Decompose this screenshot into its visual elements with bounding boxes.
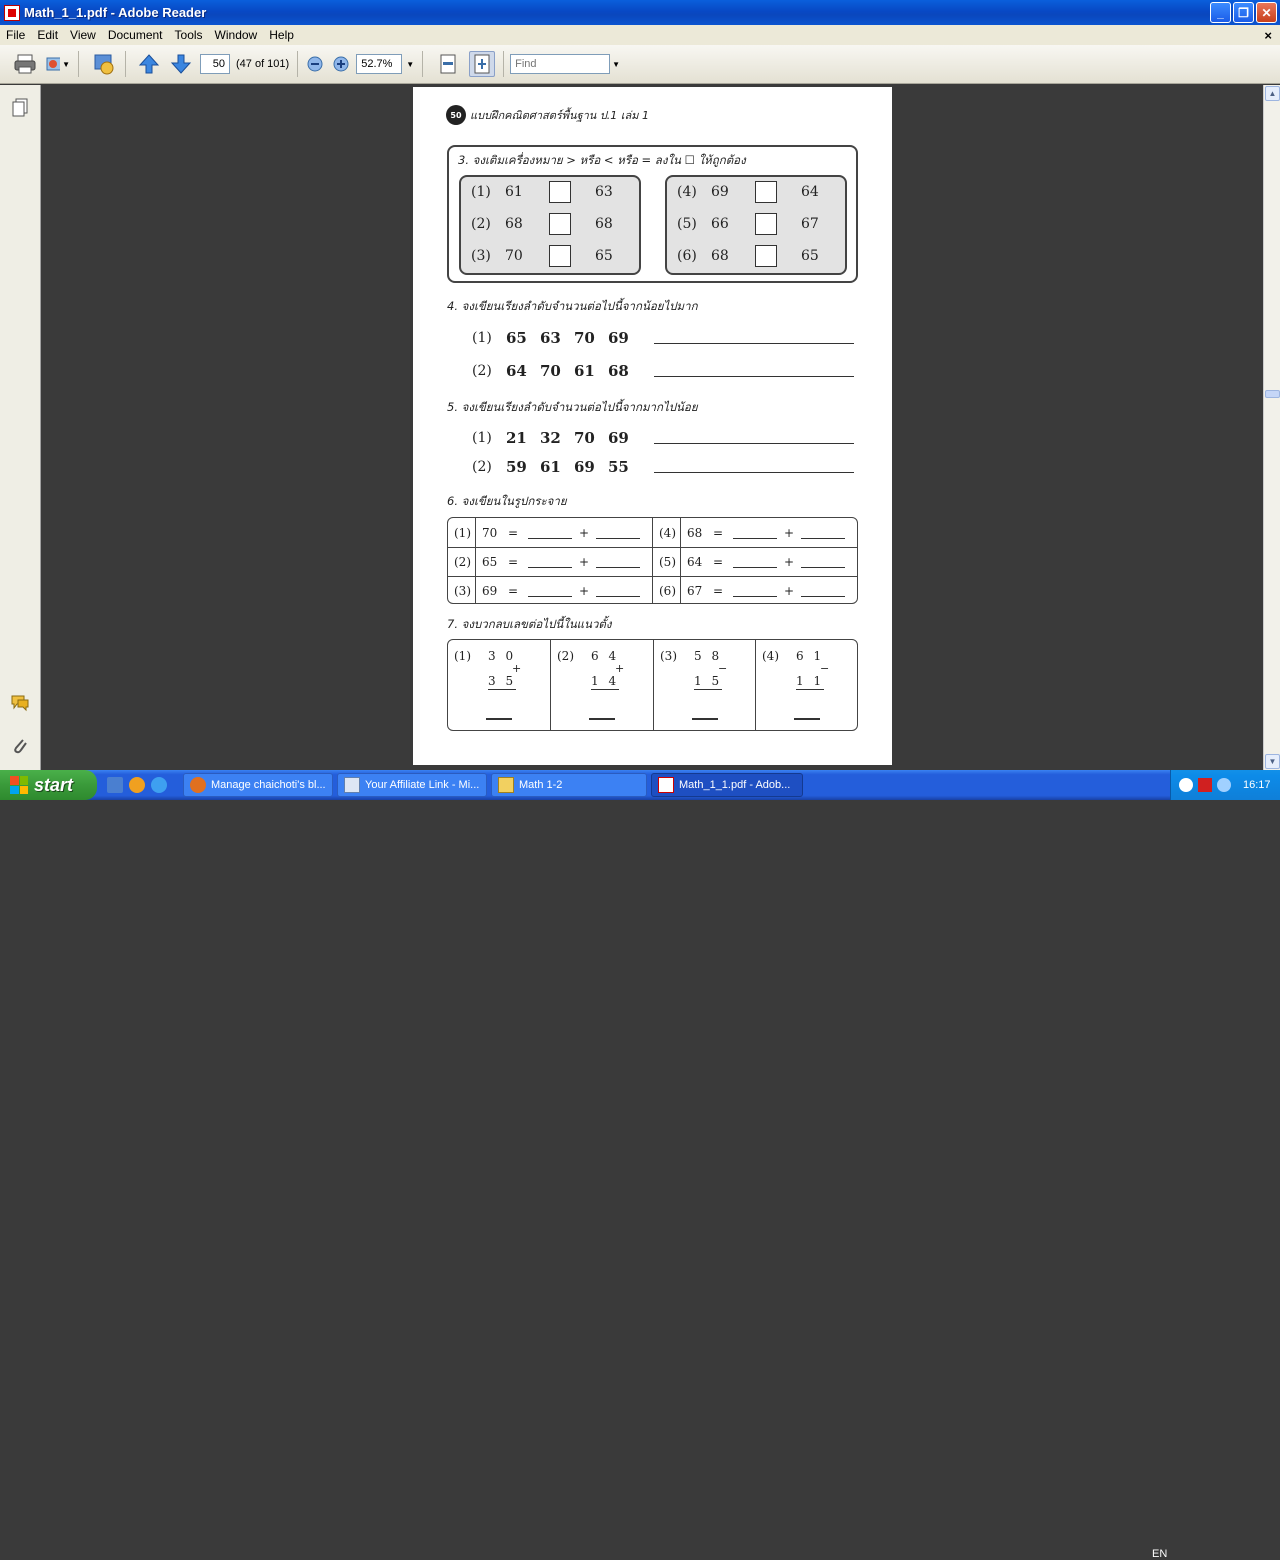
plus-sign: + — [578, 584, 590, 598]
title-bar — [0, 0, 1280, 25]
question-3-right-box — [665, 175, 847, 275]
taskbar-item-affiliate[interactable] — [337, 773, 487, 797]
number: 70 — [482, 525, 498, 540]
next-page-icon[interactable] — [168, 51, 194, 77]
scroll-thumb[interactable] — [1265, 390, 1280, 398]
menu-view[interactable]: View — [70, 28, 96, 42]
clock[interactable]: 16:17 — [1243, 779, 1271, 791]
number: 61 — [540, 458, 561, 476]
vertical-math-cell — [755, 640, 858, 731]
language-indicator[interactable]: EN — [1152, 1548, 1168, 1560]
task-label: Your Affiliate Link - Mi... — [365, 779, 480, 791]
answer-line — [801, 527, 845, 539]
number: 67 — [687, 584, 703, 598]
left-number: 68 — [505, 216, 523, 232]
pages-icon[interactable] — [9, 97, 31, 119]
number: 21 — [506, 429, 527, 447]
network-tray-icon[interactable] — [1217, 778, 1231, 792]
bottom-number: 3 5 — [488, 674, 517, 688]
tray-arrow-icon[interactable] — [1179, 778, 1193, 792]
expand-cell — [448, 576, 652, 604]
compare-row — [471, 180, 625, 204]
question-7-table — [447, 639, 858, 731]
number: 68 — [608, 362, 629, 380]
toolbar-separator — [503, 51, 504, 77]
vertical-math-cell — [653, 640, 756, 731]
messenger-icon[interactable] — [129, 777, 145, 793]
right-number: 65 — [595, 248, 613, 264]
comments-icon[interactable] — [9, 692, 31, 714]
minimize-button[interactable]: _ — [1210, 2, 1231, 23]
answer-line — [654, 365, 854, 377]
number: 63 — [540, 329, 561, 347]
number: 69 — [574, 458, 595, 476]
item-index: (1) — [448, 518, 476, 547]
expand-cell — [653, 518, 845, 547]
compare-row — [471, 212, 625, 236]
number: 64 — [506, 362, 527, 380]
bottom-number: 1 1 — [796, 674, 825, 688]
menu-document[interactable]: Document — [107, 28, 163, 42]
answer-box — [549, 245, 571, 267]
answer-box — [755, 181, 777, 203]
top-number: 5 8 — [694, 649, 723, 663]
number: 70 — [574, 429, 595, 447]
sequence-row — [472, 329, 854, 347]
answer-line — [596, 527, 640, 539]
equals-sign: = — [713, 584, 724, 598]
plus-sign: + — [578, 555, 590, 569]
sequence-row — [472, 362, 854, 380]
question-3-frame — [447, 145, 858, 283]
organizer-icon[interactable] — [91, 51, 117, 77]
question-5-title: 5. จงเขียนเรียงลำดับจำนวนต่อไปนี้จากมากไปน้อย — [447, 400, 698, 414]
operator-sign: + — [615, 662, 625, 675]
answer-line — [733, 527, 777, 539]
left-number: 61 — [505, 184, 523, 200]
number: 59 — [506, 458, 527, 476]
answer-line — [794, 718, 820, 720]
expand-cell — [448, 518, 640, 547]
vertical-math-cell — [448, 640, 551, 731]
number: 61 — [574, 362, 595, 380]
compare-row — [677, 244, 831, 268]
answer-line — [801, 585, 845, 597]
item-index: (2) — [557, 649, 574, 663]
question-6-title: 6. จงเขียนในรูปกระจาย — [447, 494, 567, 508]
sequence-row — [472, 458, 854, 476]
menu-window[interactable]: Window — [214, 28, 258, 42]
item-index: (6) — [677, 248, 697, 264]
menu-file[interactable]: File — [6, 28, 26, 42]
bottom-number: 1 5 — [694, 674, 723, 688]
toolbar — [0, 45, 1280, 84]
page-number-badge: 50 — [446, 105, 466, 125]
item-index: (1) — [471, 184, 491, 200]
page-number-input[interactable]: 50 — [200, 54, 230, 74]
windows-flag-icon — [10, 776, 28, 794]
right-number: 63 — [595, 184, 613, 200]
item-index: (2) — [472, 363, 492, 379]
question-7-title: 7. จงบวกลบเลขต่อไปนี้ในแนวตั้ง — [447, 617, 612, 631]
answer-box — [549, 213, 571, 235]
left-number: 68 — [711, 248, 729, 264]
question-6-table — [447, 517, 858, 604]
right-number: 64 — [801, 184, 819, 200]
find-input[interactable] — [510, 54, 610, 74]
top-number: 3 0 — [488, 649, 517, 663]
answer-line — [654, 332, 854, 344]
item-index: (3) — [660, 649, 677, 663]
firefox-icon — [190, 777, 206, 793]
operator-sign: − — [820, 662, 830, 675]
page-count: (47 of 101) — [236, 58, 290, 70]
previous-page-icon[interactable] — [136, 51, 162, 77]
task-label: Math_1_1.pdf - Adob... — [679, 779, 791, 791]
taskbar — [0, 770, 1280, 1560]
quick-launch — [107, 777, 167, 793]
start-label: start — [34, 774, 74, 795]
plus-sign: + — [783, 584, 795, 598]
menu-tools[interactable]: Tools — [174, 28, 203, 42]
scroll-up-icon[interactable]: ▲ — [1265, 86, 1280, 101]
zoom-dropdown-icon[interactable]: ▼ — [406, 59, 415, 69]
item-index: (5) — [677, 216, 697, 232]
folder-icon — [498, 777, 514, 793]
left-number: 66 — [711, 216, 729, 232]
item-index: (4) — [762, 649, 779, 663]
number: 32 — [540, 429, 561, 447]
vertical-math-cell — [550, 640, 653, 731]
answer-line — [528, 585, 572, 597]
equals-sign: = — [508, 555, 519, 569]
item-index: (4) — [677, 184, 697, 200]
maximize-button[interactable]: ❐ — [1233, 2, 1254, 23]
question-4-title: 4. จงเขียนเรียงลำดับจำนวนต่อไปนี้จากน้อยไปมาก — [447, 299, 698, 313]
bottom-number: 1 4 — [591, 674, 620, 688]
answer-box — [755, 213, 777, 235]
item-index: (4) — [653, 518, 681, 547]
find-dropdown-icon[interactable]: ▼ — [612, 59, 621, 69]
compare-row — [677, 212, 831, 236]
answer-line — [654, 432, 854, 444]
left-number: 69 — [711, 184, 729, 200]
question-3-title: 3. จงเติมเครื่องหมาย > หรือ < หรือ = ลงใน ☐ ให้ถูกต้อง — [458, 153, 746, 167]
internet-explorer-icon[interactable] — [151, 777, 167, 793]
toolbar-separator — [297, 51, 298, 77]
toolbar-separator — [125, 51, 126, 77]
number: 65 — [482, 555, 498, 569]
operator-sign: + — [512, 662, 522, 675]
number: 69 — [482, 584, 498, 598]
taskbar-item-folder[interactable] — [491, 773, 647, 797]
taskbar-item-firefox[interactable] — [183, 773, 333, 797]
number: 64 — [687, 555, 703, 569]
number: 55 — [608, 458, 629, 476]
ie-icon — [344, 777, 360, 793]
fit-width-icon[interactable] — [435, 51, 461, 77]
answer-line — [733, 585, 777, 597]
adobe-tray-icon[interactable] — [1198, 778, 1212, 792]
close-button[interactable]: ✕ — [1256, 2, 1277, 23]
number: 70 — [540, 362, 561, 380]
answer-line — [486, 718, 512, 720]
start-button[interactable] — [0, 770, 97, 800]
answer-line — [801, 556, 845, 568]
equals-sign: = — [508, 525, 519, 540]
plus-sign: + — [783, 525, 795, 540]
left-number: 70 — [505, 248, 523, 264]
question-3-left-box — [459, 175, 641, 275]
compare-row — [677, 180, 831, 204]
zoom-in-icon[interactable] — [328, 51, 354, 77]
vertical-scrollbar[interactable] — [1263, 85, 1280, 770]
item-index: (2) — [471, 216, 491, 232]
number: 68 — [687, 525, 703, 540]
pdf-page — [413, 87, 892, 765]
book-title: แบบฝึกคณิตศาสตร์พื้นฐาน ป.1 เล่ม 1 — [470, 109, 650, 122]
print-icon[interactable] — [12, 51, 38, 77]
right-number: 67 — [801, 216, 819, 232]
attachments-icon[interactable] — [9, 735, 31, 757]
equals-sign: = — [713, 525, 724, 540]
system-tray — [1170, 770, 1280, 800]
number: 65 — [506, 329, 527, 347]
expand-cell — [448, 547, 652, 576]
item-index: (5) — [653, 548, 681, 576]
answer-box — [549, 181, 571, 203]
chevron-down-icon[interactable]: ▼ — [62, 59, 70, 69]
scroll-down-icon[interactable]: ▼ — [1265, 754, 1280, 769]
document-close-icon[interactable]: × — [1264, 27, 1272, 43]
equals-sign: = — [508, 584, 519, 598]
answer-box — [755, 245, 777, 267]
operator-sign: − — [718, 662, 728, 675]
item-index: (3) — [448, 577, 476, 604]
menu-edit[interactable]: Edit — [37, 28, 59, 42]
print-setup-icon[interactable] — [44, 51, 70, 77]
item-index: (3) — [471, 248, 491, 264]
answer-line — [596, 585, 640, 597]
answer-line — [596, 556, 640, 568]
number: 69 — [608, 329, 629, 347]
top-number: 6 4 — [591, 649, 620, 663]
answer-line — [528, 556, 572, 568]
answer-line — [692, 718, 718, 720]
compare-row — [471, 244, 625, 268]
item-index: (6) — [653, 577, 681, 604]
fit-page-icon[interactable] — [469, 51, 495, 77]
number: 69 — [608, 429, 629, 447]
answer-line — [654, 461, 854, 473]
right-number: 65 — [801, 248, 819, 264]
plus-sign: + — [783, 555, 795, 569]
menu-bar — [0, 25, 1280, 45]
equals-sign: = — [713, 555, 724, 569]
zoom-input[interactable]: 52.7% — [356, 54, 402, 74]
plus-sign: + — [578, 525, 590, 540]
taskbar-item-adobe-reader[interactable] — [651, 773, 803, 797]
answer-line — [589, 718, 615, 720]
item-index: (2) — [472, 459, 492, 475]
page-header — [446, 105, 649, 125]
number: 70 — [574, 329, 595, 347]
answer-line — [733, 556, 777, 568]
menu-help[interactable]: Help — [269, 28, 294, 42]
show-desktop-icon[interactable] — [107, 777, 123, 793]
right-number: 68 — [595, 216, 613, 232]
adobe-reader-icon — [4, 5, 20, 21]
item-index: (1) — [472, 330, 492, 346]
sequence-row — [472, 429, 854, 447]
expand-cell — [653, 547, 858, 576]
task-label: Manage chaichoti's bl... — [211, 779, 326, 791]
zoom-out-icon[interactable] — [302, 51, 328, 77]
pdf-icon — [658, 777, 674, 793]
item-index: (1) — [472, 430, 492, 446]
item-index: (2) — [448, 548, 476, 576]
top-number: 6 1 — [796, 649, 825, 663]
expand-cell — [653, 576, 858, 604]
toolbar-separator — [422, 51, 423, 77]
item-index: (1) — [454, 649, 471, 663]
toolbar-separator — [78, 51, 79, 77]
task-label: Math 1-2 — [519, 779, 563, 791]
answer-line — [528, 527, 572, 539]
navigation-pane — [0, 85, 41, 770]
window-title: Math_1_1.pdf - Adobe Reader — [24, 5, 207, 20]
